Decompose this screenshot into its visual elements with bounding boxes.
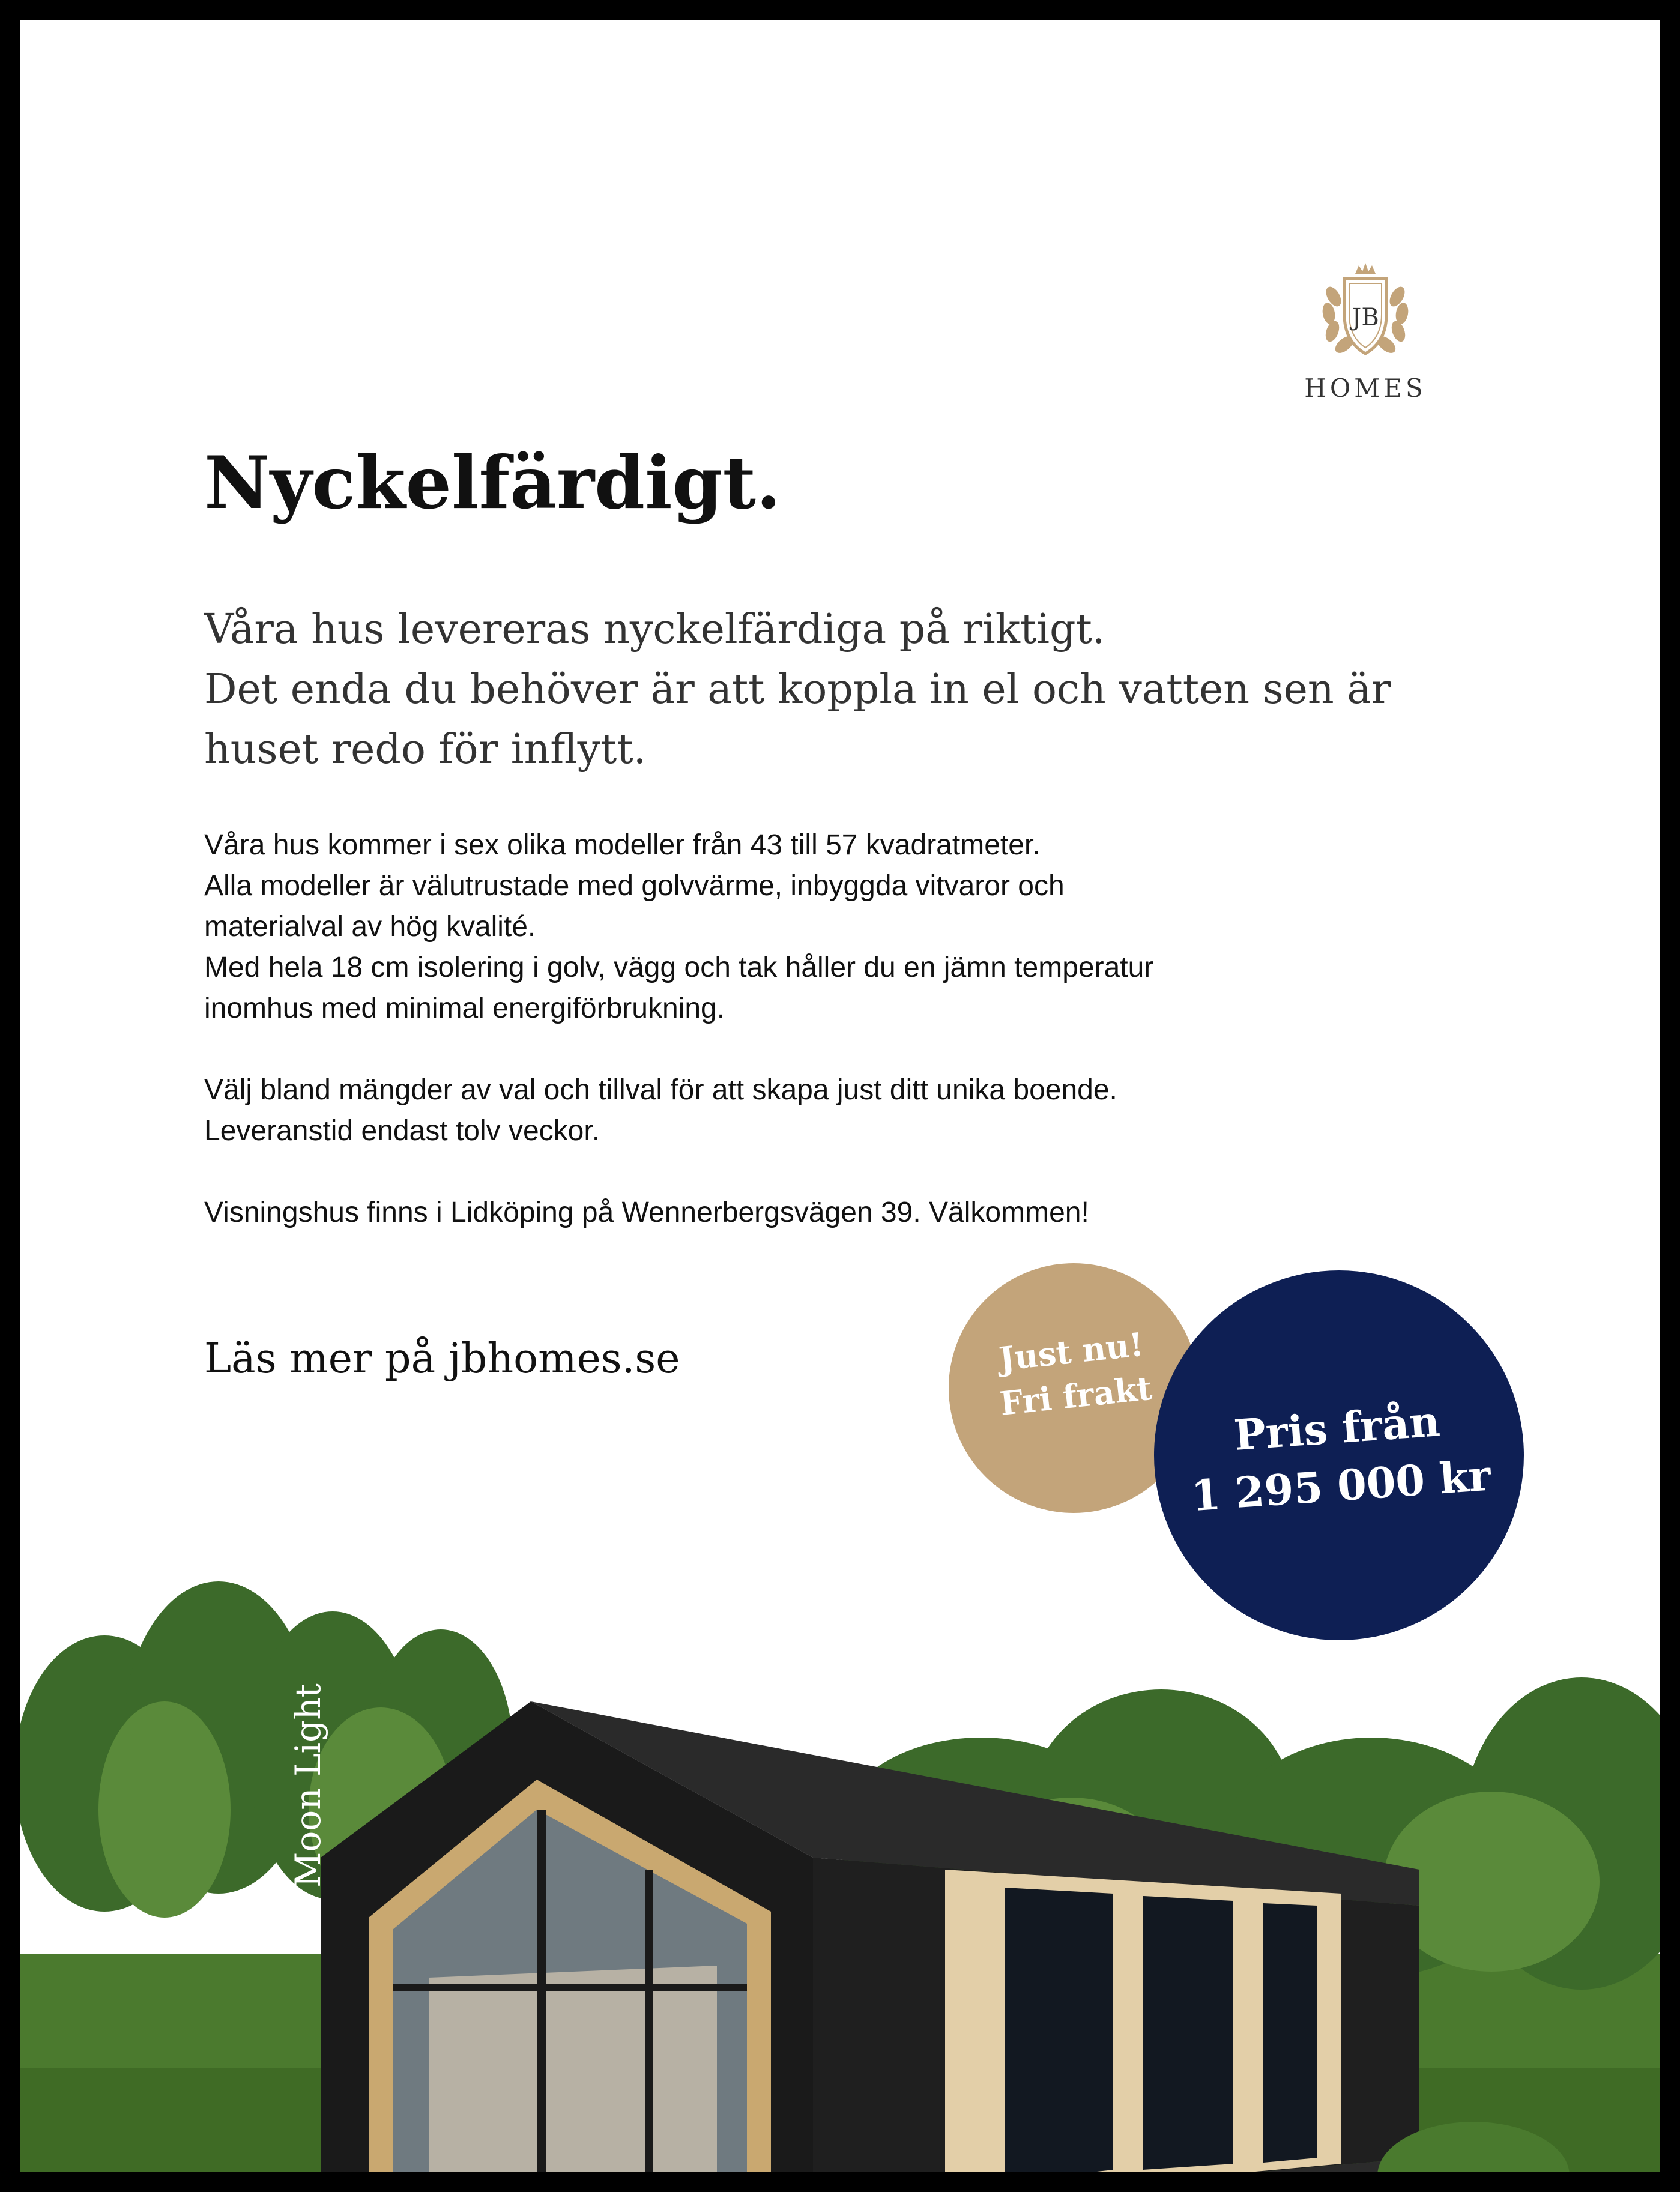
body-text xyxy=(204,825,1405,1233)
badge-line: Pris från xyxy=(1232,1396,1442,1460)
body-line: materialval av hög kvalité. xyxy=(204,911,536,943)
body-line: Med hela 18 cm isolering i golv, vägg och tak håller du en jämn temperatur xyxy=(204,952,1154,983)
body-line: Välj bland mängder av val och tillval för att skapa just ditt unika boende. xyxy=(204,1074,1117,1106)
lead-line: Våra hus levereras nyckelfärdiga på riktigt. xyxy=(204,606,1105,653)
badge-line: Just nu! xyxy=(997,1324,1146,1378)
model-name: Moon Light xyxy=(288,1683,328,1888)
advertisement-page xyxy=(20,20,1660,2172)
badge-line: 1 295 000 kr xyxy=(1189,1450,1493,1521)
body-line: Leveranstid endast tolv veckor. xyxy=(204,1115,600,1147)
badge-line: Fri frakt xyxy=(998,1368,1154,1423)
lead-paragraph xyxy=(204,600,1465,780)
price-text xyxy=(1150,1387,1527,1528)
body-line: Visningshus finns i Lidköping på Wennerbergsvägen 39. Välkommen! xyxy=(204,1197,1089,1228)
price-badge xyxy=(1154,1270,1524,1640)
logo-wordmark: HOMES xyxy=(1304,373,1427,403)
page-title: Nyckelfärdigt. xyxy=(204,441,781,525)
paragraph-spacer xyxy=(204,1029,1405,1070)
lead-line: huset redo för inflytt. xyxy=(204,726,647,773)
body-line: Alla modeller är välutrustade med golvvärme, inbyggda vitvaror och xyxy=(204,870,1065,902)
lead-line: Det enda du behöver är att koppla in el och vatten sen är xyxy=(204,666,1391,713)
body-line: Våra hus kommer i sex olika modeller från 43 till 57 kvadratmeter. xyxy=(204,829,1041,861)
body-line: inomhus med minimal energiförbrukning. xyxy=(204,992,725,1024)
paragraph-spacer xyxy=(204,1152,1405,1192)
jb-homes-logo xyxy=(1296,261,1434,411)
read-more-link[interactable]: Läs mer på jbhomes.se xyxy=(204,1335,680,1383)
logo-monogram: JB xyxy=(1352,304,1379,331)
